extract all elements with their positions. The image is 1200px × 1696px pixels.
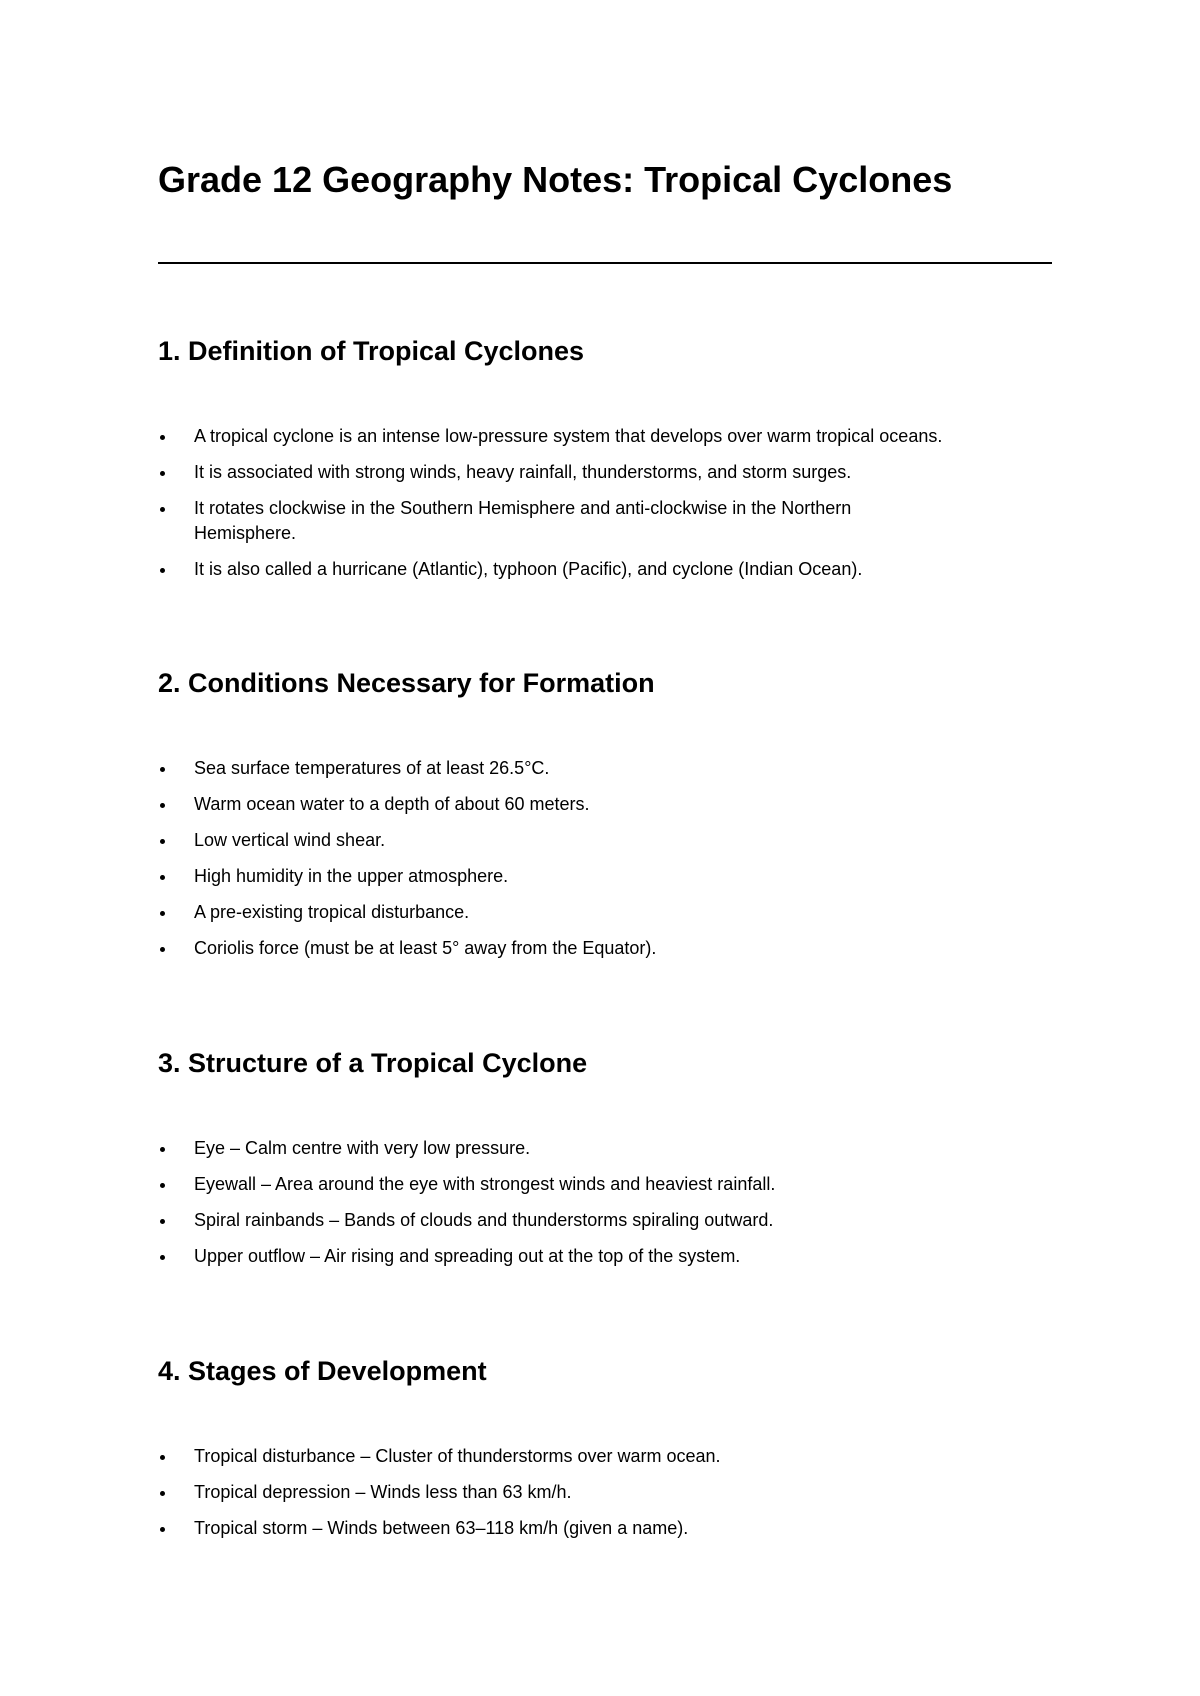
- list-item: It is also called a hurricane (Atlantic), typhoon (Pacific), and cyclone (Indian Ocean).: [158, 557, 1058, 582]
- definition-list: [158, 424, 1058, 593]
- bullet-icon: [160, 507, 165, 512]
- bullet-icon: [160, 875, 165, 880]
- bullet-icon: [160, 1255, 165, 1260]
- list-item: Tropical storm – Winds between 63–118 km/h (given a name).: [158, 1516, 1058, 1541]
- bullet-icon: [160, 803, 165, 808]
- list-item: Eye – Calm centre with very low pressure.: [158, 1136, 1058, 1161]
- bullet-icon: [160, 839, 165, 844]
- section-heading-stages: 4. Stages of Development: [158, 1356, 487, 1386]
- formation-conditions-list: [158, 756, 1058, 972]
- list-item: A pre-existing tropical disturbance.: [158, 900, 1058, 925]
- list-item: It is associated with strong winds, heavy rainfall, thunderstorms, and storm surges.: [158, 460, 1058, 485]
- bullet-icon: [160, 471, 165, 476]
- bullet-icon: [160, 911, 165, 916]
- page-title: Grade 12 Geography Notes: Tropical Cyclones: [158, 159, 953, 200]
- section-heading-definition: 1. Definition of Tropical Cyclones: [158, 336, 585, 366]
- list-item: Spiral rainbands – Bands of clouds and thunderstorms spiraling outward.: [158, 1208, 1058, 1233]
- structure-list: [158, 1136, 1058, 1280]
- list-item: High humidity in the upper atmosphere.: [158, 864, 1058, 889]
- bullet-icon: [160, 767, 165, 772]
- section-heading-structure: 3. Structure of a Tropical Cyclone: [158, 1048, 588, 1078]
- bullet-icon: [160, 1219, 165, 1224]
- list-item: It rotates clockwise in the Southern Hemisphere and anti-clockwise in the Northern Hemisphere.: [158, 496, 944, 546]
- list-item: Upper outflow – Air rising and spreading out at the top of the system.: [158, 1244, 1058, 1269]
- bullet-icon: [160, 435, 165, 440]
- bullet-icon: [160, 1455, 165, 1460]
- stages-list: [158, 1444, 1058, 1552]
- list-item: Warm ocean water to a depth of about 60 meters.: [158, 792, 1058, 817]
- list-item: Tropical disturbance – Cluster of thunderstorms over warm ocean.: [158, 1444, 1058, 1469]
- bullet-icon: [160, 1527, 165, 1532]
- title-divider: [158, 262, 1052, 264]
- section-heading-formation: 2. Conditions Necessary for Formation: [158, 668, 655, 698]
- bullet-icon: [160, 568, 165, 573]
- bullet-icon: [160, 1183, 165, 1188]
- list-item: Low vertical wind shear.: [158, 828, 1058, 853]
- bullet-icon: [160, 1147, 165, 1152]
- list-item: Sea surface temperatures of at least 26.5°C.: [158, 756, 1058, 781]
- bullet-icon: [160, 1491, 165, 1496]
- bullet-icon: [160, 947, 165, 952]
- list-item: A tropical cyclone is an intense low-pressure system that develops over warm tropical oceans.: [158, 424, 1058, 449]
- list-item: Tropical depression – Winds less than 63 km/h.: [158, 1480, 1058, 1505]
- list-item: Coriolis force (must be at least 5° away from the Equator).: [158, 936, 1058, 961]
- list-item: Eyewall – Area around the eye with strongest winds and heaviest rainfall.: [158, 1172, 1058, 1197]
